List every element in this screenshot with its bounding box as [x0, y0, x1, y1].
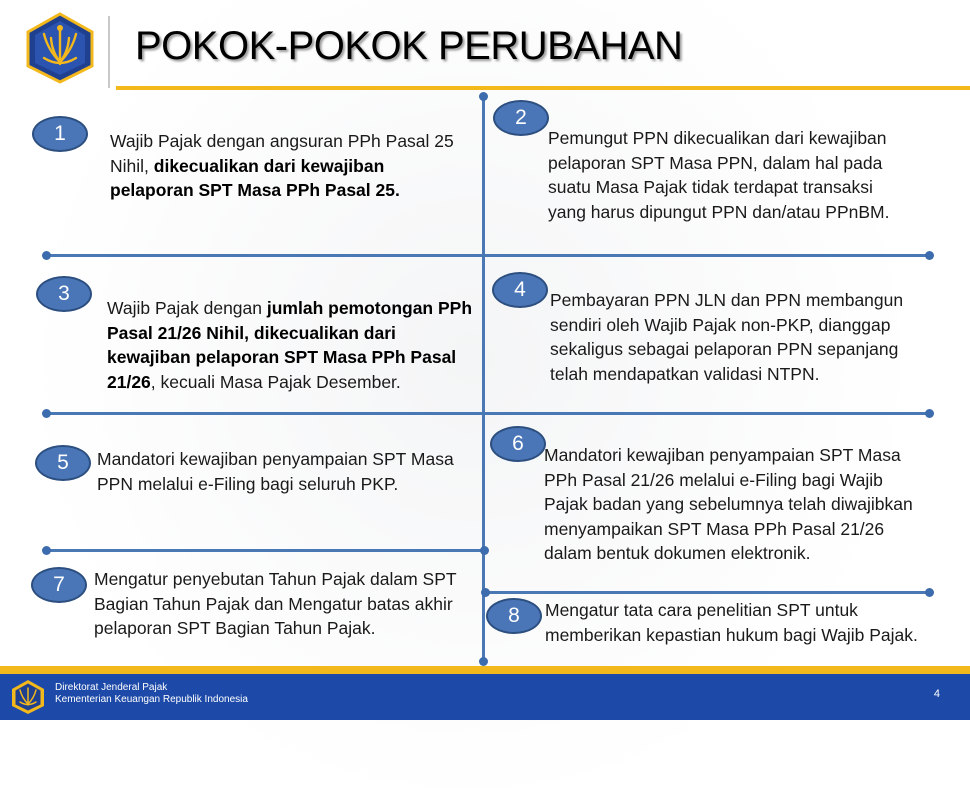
item-number-badge: 3	[36, 276, 92, 312]
page-title: POKOK-POKOK PERUBAHAN	[135, 24, 683, 68]
item-text-part: Mandatori kewajiban penyampaian SPT Masa PPN melalui e-Filing bagi seluruh PKP.	[97, 449, 454, 494]
vertical-divider-line	[482, 97, 485, 662]
kemenkeu-emblem-icon	[24, 12, 96, 84]
item-text-part: Mandatori kewajiban penyampaian SPT Masa PPh Pasal 21/26 melalui e-Filing bagi Wajib Pajak badan yang sebelumnya telah diwajibkan menyampaikan SPT Masa PPh Pasal 21/26 dalam bentuk dokumen elektronik.	[544, 445, 913, 563]
item-number-badge: 4	[492, 272, 548, 308]
item-text-part: , kecuali Masa Pajak Desember.	[150, 371, 401, 392]
footer-accent-line	[0, 666, 970, 674]
item-text	[110, 129, 455, 203]
item-number-badge: 8	[486, 598, 542, 634]
horizontal-divider-line	[46, 412, 929, 415]
item-text	[544, 443, 919, 566]
item-text	[97, 447, 462, 496]
item-text-part: Wajib Pajak dengan angsuran PPh Pasal 25 Nihil,	[110, 131, 454, 176]
item-number-badge: 1	[32, 116, 88, 152]
item-text-part: Pembayaran PPN JLN dan PPN membangun sendiri oleh Wajib Pajak non-PKP, dianggap sekaligus sebagai pelaporan PPN sepanjang telah mendapatkan validasi NTPN.	[550, 290, 904, 384]
item-text-bold: jumlah pemotongan PPh Pasal 21/26 Nihil, dikecualikan dari kewajiban pelaporan SPT Masa PPh Pasal 21/26	[107, 298, 473, 392]
footer-org-line2: Kementerian Keuangan Republik Indonesia	[55, 694, 248, 705]
header-accent-line	[116, 86, 970, 90]
line-end-dot	[42, 546, 51, 555]
horizontal-divider-line	[485, 591, 929, 594]
line-end-dot	[42, 409, 51, 418]
item-text-part: Pemungut PPN dikecualikan dari kewajiban pelaporan SPT Masa PPN, dalam hal pada suatu Masa Pajak tidak terdapat transaksi yang harus dipungut PPN dan/atau PPnBM.	[548, 128, 890, 222]
item-number-badge: 2	[493, 100, 549, 136]
footer-org-line1: Direktorat Jenderal Pajak	[55, 682, 168, 693]
item-text	[550, 288, 910, 386]
item-text	[548, 126, 913, 224]
item-text	[545, 598, 920, 647]
slide-footer	[0, 674, 970, 720]
item-text-part: Mengatur tata cara penelitian SPT untuk memberikan kepastian hukum bagi Wajib Pajak.	[545, 600, 918, 645]
kemenkeu-emblem-icon	[10, 679, 46, 715]
item-text-part: Wajib Pajak dengan	[107, 298, 267, 318]
line-end-dot	[479, 657, 488, 666]
line-end-dot	[42, 251, 51, 260]
line-end-dot	[925, 588, 934, 597]
item-text	[94, 567, 469, 641]
item-number-badge: 6	[490, 426, 546, 462]
line-end-dot	[925, 251, 934, 260]
item-text-part: Mengatur penyebutan Tahun Pajak dalam SPT Bagian Tahun Pajak dan Mengatur batas akhir pelaporan SPT Bagian Tahun Pajak.	[94, 569, 457, 638]
horizontal-divider-line	[46, 549, 485, 552]
line-end-dot	[479, 92, 488, 101]
line-end-dot	[481, 588, 490, 597]
page-number: 4	[933, 688, 940, 700]
footer-organization	[55, 682, 248, 706]
item-text-bold: dikecualikan dari kewajiban pelaporan SPT Masa PPh Pasal 25.	[110, 155, 400, 200]
horizontal-divider-line	[46, 254, 929, 257]
item-text	[107, 296, 479, 394]
line-end-dot	[925, 409, 934, 418]
item-number-badge: 7	[31, 567, 87, 603]
header-divider	[108, 16, 110, 88]
item-number-badge: 5	[35, 445, 91, 481]
slide-header	[0, 0, 970, 95]
line-end-dot	[480, 546, 489, 555]
